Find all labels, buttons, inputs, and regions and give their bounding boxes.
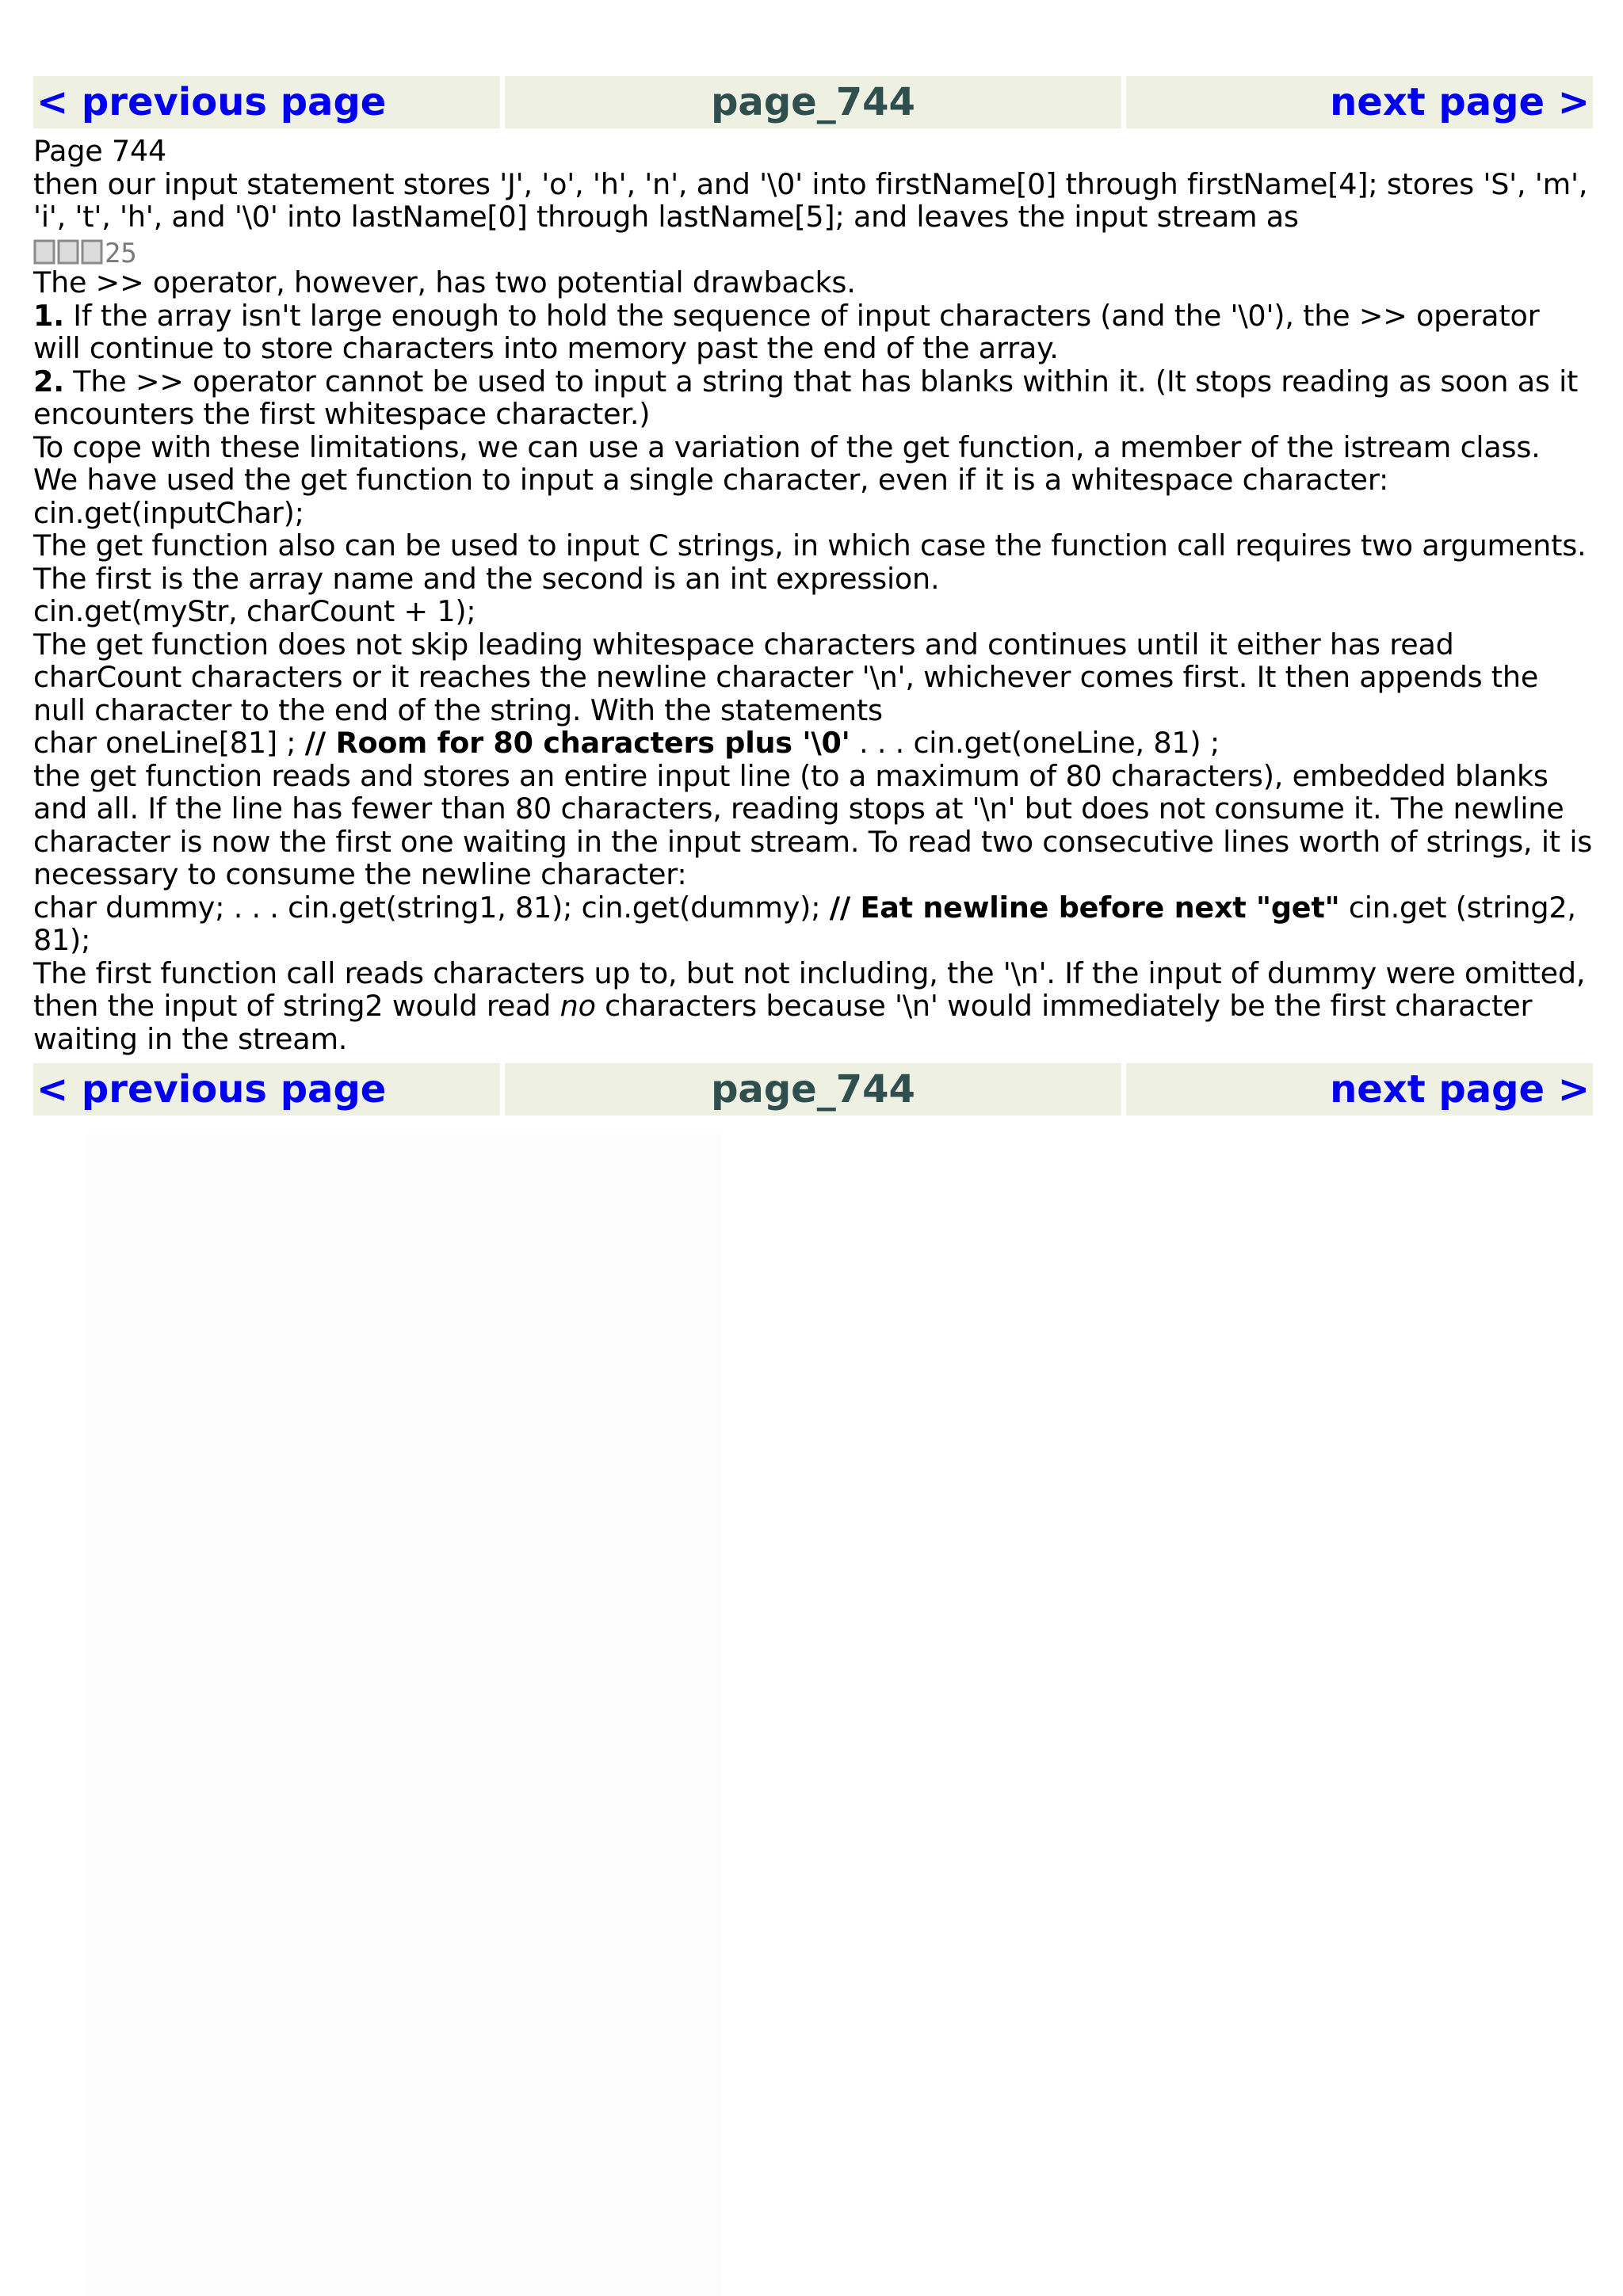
paragraph-whitespace: The get function does not skip leading whitespace characters and continues until it either has read charCount characters or it reaches the newline character '\n', whichever comes first. It then appends the null character to the end of the string. With the statements	[33, 627, 1539, 727]
bottom-next-page-link[interactable]: next page >	[1126, 1063, 1593, 1116]
top-page-label: page_744	[505, 76, 1121, 128]
code-line-3-part-b: . . . cin.get(oneLine, 81) ;	[850, 726, 1220, 760]
document-page	[33, 76, 1593, 1116]
drawback-item-1	[33, 299, 1593, 365]
bottom-page-label: page_744	[505, 1063, 1121, 1116]
input-stream-figure	[33, 234, 1593, 267]
code-line-3	[33, 727, 1593, 760]
bottom-previous-page-link[interactable]: < previous page	[33, 1063, 500, 1116]
paragraph-get-function: To cope with these limitations, we can use a variation of the get function, a member of the istream class. We have used the get function to input a single character, even if it is a whitespace character:	[33, 429, 1541, 497]
drawback-item-2-number: 2.	[33, 364, 64, 399]
code-line-3-comment: // Room for 80 characters plus '\0'	[304, 726, 850, 760]
paragraph-first-call-b: characters because '\n' would immediately be the first character waiting in the stream.	[33, 989, 1533, 1056]
drawback-item-2	[33, 365, 1593, 431]
input-stream-image	[33, 236, 152, 266]
paragraph-first-call	[33, 957, 1593, 1056]
bottom-navbar	[33, 1063, 1593, 1116]
drawback-item-1-number: 1.	[33, 298, 64, 333]
code-line-3-part-a: char oneLine[81] ;	[33, 726, 305, 760]
top-navbar	[33, 76, 1593, 128]
input-stream-digits: 25	[105, 238, 137, 266]
paragraph-input-result: then our input statement stores 'J', 'o', 'h', 'n', and '\0' into firstName[0] through firstName[4]; stores 'S', 'm', 'i', 't', 'h', and '\0' into lastName[0] through lastName[5]; and leaves the input stream as	[33, 166, 1588, 234]
top-previous-page-link[interactable]: < previous page	[33, 76, 500, 128]
code-line-2: cin.get(myStr, charCount + 1);	[33, 594, 476, 628]
paragraph-drawbacks: The >> operator, however, has two potential drawbacks.	[33, 265, 856, 299]
code-line-4	[33, 891, 1593, 957]
code-line-1: cin.get(inputChar);	[33, 495, 304, 530]
code-line-4-part-b: cin.get (string2, 81);	[33, 890, 1576, 957]
page-content	[33, 128, 1593, 1063]
top-next-page-link[interactable]: next page >	[1126, 76, 1593, 128]
paragraph-c-strings: The get function also can be used to input C strings, in which case the function call requires two arguments. The first is the array name and the second is an int expression.	[33, 528, 1587, 596]
drawback-item-1-text: If the array isn't large enough to hold the sequence of input characters (and the '\0'), the >> operator will continue to store characters into memory past the end of the array.	[33, 298, 1540, 365]
paragraph-entire-line: the get function reads and stores an entire input line (to a maximum of 80 characters), embedded blanks and all. If the line has fewer than 80 characters, reading stops at '\n' but does not consume it. The newline character is now the first one waiting in the input stream. To read two consecutive lines worth of strings, it is necessary to consume the newline character:	[33, 758, 1593, 891]
code-line-4-comment: // Eat newline before next "get"	[829, 890, 1340, 925]
code-line-4-part-a: char dummy; . . . cin.get(string1, 81); cin.get(dummy);	[33, 890, 830, 925]
drawback-item-2-text: The >> operator cannot be used to input a string that has blanks within it. (It stops reading as soon as it encounters the first whitespace character.)	[33, 364, 1579, 431]
page-background-shade	[87, 1133, 721, 2296]
paragraph-first-call-emphasis: no	[559, 989, 596, 1023]
page-heading: Page 744	[33, 134, 167, 168]
paragraph-first-call-a: The first function call reads characters up to, but not including, the '\n'. If the input of dummy were omitted, then the input of string2 would read	[33, 955, 1586, 1023]
